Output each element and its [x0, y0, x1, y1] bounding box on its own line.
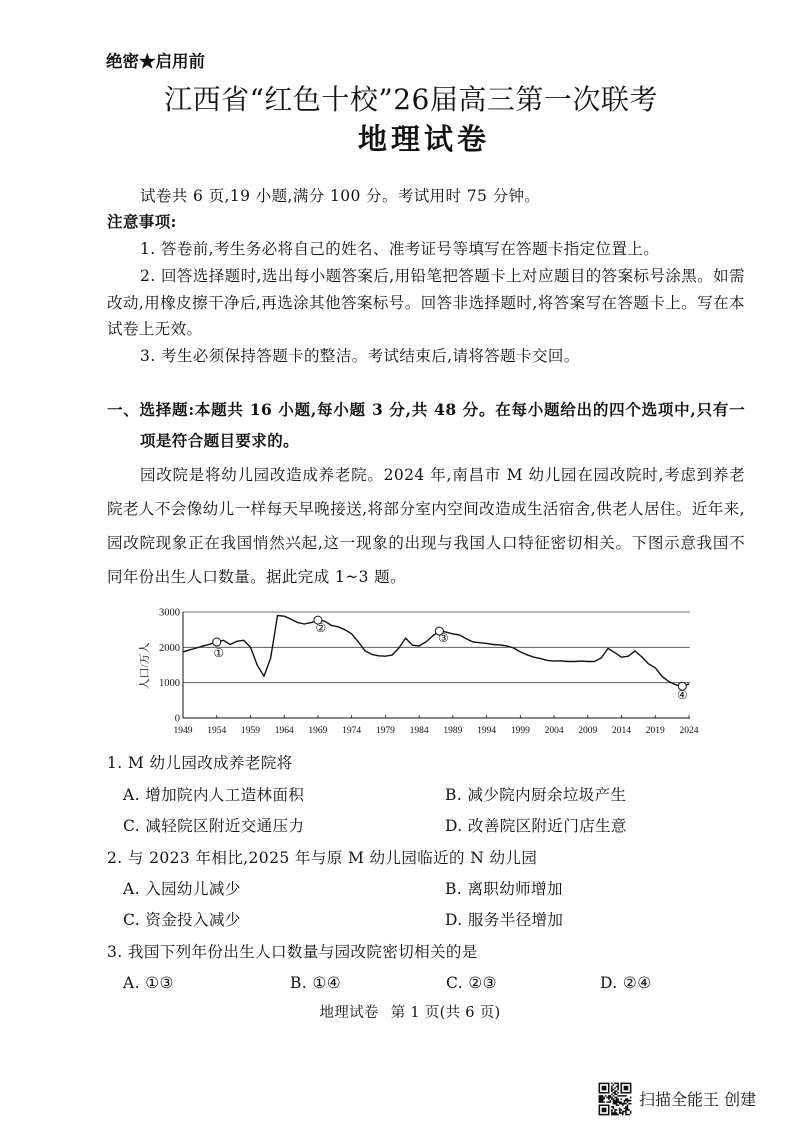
- x-tick-label: 1964: [274, 726, 294, 736]
- option-b: B. ①④: [290, 974, 342, 992]
- option-d: D. ②④: [600, 974, 652, 992]
- y-tick-label: 3000: [159, 607, 180, 619]
- x-tick-label: 1989: [443, 726, 463, 736]
- option-b: B. 离职幼师增加: [445, 880, 563, 898]
- exam-title: 江西省“红色十校”26届高三第一次联考: [164, 83, 658, 116]
- x-tick-label: 2009: [578, 726, 598, 736]
- x-tick-label: 2004: [544, 726, 564, 736]
- x-tick-label: 1984: [409, 726, 429, 736]
- marker-label: ③: [437, 631, 449, 646]
- x-tick-label: 1974: [342, 726, 362, 736]
- marker-label: ④: [676, 688, 688, 703]
- x-tick-label: 2019: [645, 726, 665, 736]
- option-b: B. 减少院内厨余垃圾产生: [445, 786, 627, 804]
- x-tick-label: 1979: [375, 726, 395, 736]
- qr-code: [597, 1080, 633, 1118]
- confidential-label: 绝密★启用前: [106, 52, 205, 71]
- page-footer: [260, 1002, 560, 1024]
- marker-point: [213, 638, 221, 646]
- y-tick-label: 2000: [159, 642, 180, 654]
- marker-label: ②: [315, 621, 327, 636]
- section-heading: 一、选择题:本题共 16 小题,每小题 3 分,共 48 分。在每小题给出的四个选项中,只有一项是符合题目要求的。: [107, 400, 745, 450]
- question-stem: 1. M 幼儿园改成养老院将: [107, 754, 293, 772]
- footer-page-number: 第 1 页(共 6 页): [390, 1005, 501, 1021]
- notice-item: 1. 答卷前,考生务必将自己的姓名、准考证号等填写在答题卡指定位置上。: [140, 240, 660, 258]
- x-tick-label: 2024: [679, 726, 699, 736]
- option-a: A. ①③: [123, 974, 174, 992]
- birth-series-line: [183, 616, 689, 687]
- x-tick-label: 1959: [240, 726, 260, 736]
- option-d: D. 改善院区附近门店生意: [445, 817, 627, 835]
- option-d: D. 服务半径增加: [445, 911, 564, 929]
- y-axis-label: 人口/万人: [139, 642, 151, 690]
- question-stem: 3. 我国下列年份出生人口数量与园改院密切相关的是: [107, 943, 478, 961]
- birth-population-chart: [0, 600, 800, 745]
- notice-heading: 注意事项:: [107, 212, 177, 231]
- option-c: C. 资金投入减少: [123, 911, 241, 929]
- x-tick-label: 1999: [510, 726, 530, 736]
- x-tick-label: 2014: [612, 726, 632, 736]
- notice-item: 3. 考生必须保持答题卡的整洁。考试结束后,请将答题卡交回。: [140, 347, 580, 365]
- x-tick-label: 1954: [207, 726, 227, 736]
- option-a: A. 入园幼儿减少: [123, 880, 241, 898]
- y-tick-label: 0: [174, 713, 180, 725]
- scanner-watermark-text: 扫描全能王 创建: [639, 1090, 757, 1109]
- question-stem: 2. 与 2023 年相比,2025 年与原 M 幼儿园临近的 N 幼儿园: [107, 849, 538, 867]
- reading-passage: 园改院是将幼儿园改造成养老院。2024 年,南昌市 M 幼儿园在园改院时,考虑到养老院老人不会像幼儿一样每天早晚接送,将部分室内空间改造成生活宿舍,供老人居住。近年来,园改院现象正在我国悄然兴起,这一现象的出现与我国人口特征密切相关。下图示意我国不同年份出生人口数量。据此完成 1~3 题。: [107, 466, 745, 586]
- marker-label: ①: [213, 646, 225, 661]
- exam-info: 试卷共 6 页,19 小题,满分 100 分。考试用时 75 分钟。: [140, 187, 541, 205]
- subject-title: 地理试卷: [357, 122, 490, 156]
- x-tick-label: 1949: [173, 726, 193, 736]
- x-tick-label: 1969: [308, 726, 328, 736]
- x-tick-label: 1994: [477, 726, 497, 736]
- notice-item: 2. 回答选择题时,选出每小题答案后,用铅笔把答题卡上对应题目的答案标号涂黑。如需改动,用橡皮擦干净后,再选涂其他答案标号。回答非选择题时,将答案写在答题卡上。写在本试卷上无效。: [107, 267, 745, 339]
- option-a: A. 增加院内人工造林面积: [123, 786, 305, 804]
- option-c: C. 减轻院区附近交通压力: [123, 817, 305, 835]
- footer-subject: 地理试卷: [319, 1005, 379, 1021]
- option-c: C. ②③: [446, 974, 497, 992]
- y-tick-label: 1000: [159, 678, 180, 690]
